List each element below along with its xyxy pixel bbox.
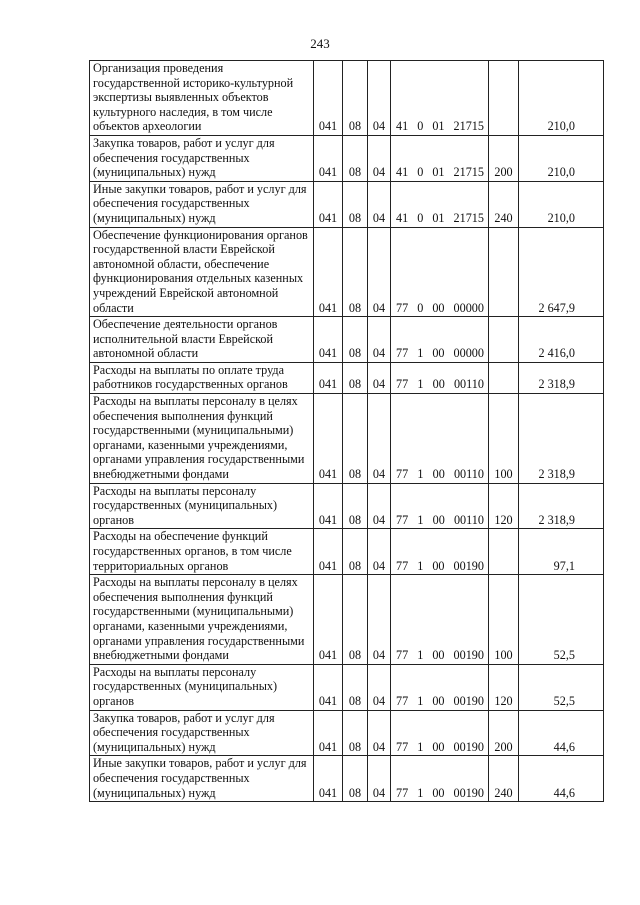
target-article-part: 00 — [432, 346, 445, 361]
subsection-code: 04 — [368, 317, 391, 363]
target-article-parts — [394, 513, 486, 528]
target-article-part: 00110 — [453, 377, 484, 392]
target-article-code — [391, 227, 489, 317]
subsection-code: 04 — [368, 483, 391, 529]
amount: 210,0 — [519, 135, 604, 181]
section-code: 08 — [343, 710, 368, 756]
table-row — [90, 227, 604, 317]
target-article-part: 00 — [432, 739, 445, 754]
admin-code: 041 — [314, 756, 343, 802]
subsection-code: 04 — [368, 756, 391, 802]
expense-type-code — [489, 227, 519, 317]
amount: 210,0 — [519, 181, 604, 227]
target-article-part: 77 — [396, 467, 409, 482]
amount: 2 416,0 — [519, 317, 604, 363]
target-article-code — [391, 483, 489, 529]
admin-code: 041 — [314, 61, 343, 136]
target-article-parts — [394, 301, 486, 316]
amount: 2 318,9 — [519, 394, 604, 484]
target-article-part: 0 — [417, 119, 424, 134]
target-article-part: 00190 — [453, 558, 484, 573]
table-body — [90, 61, 604, 802]
target-article-parts — [394, 165, 486, 180]
target-article-part: 00190 — [453, 785, 484, 800]
target-article-code — [391, 317, 489, 363]
target-article-part: 1 — [417, 693, 424, 708]
expense-type-code — [489, 362, 519, 393]
target-article-code — [391, 362, 489, 393]
target-article-part: 00 — [432, 648, 445, 663]
admin-code: 041 — [314, 362, 343, 393]
amount: 2 318,9 — [519, 483, 604, 529]
target-article-part: 41 — [396, 165, 409, 180]
target-article-parts — [394, 119, 486, 134]
target-article-part: 21715 — [453, 119, 484, 134]
target-article-part: 41 — [396, 210, 409, 225]
row-name: Организация проведения государственной историко-культурной экспертизы выявленных объектов культурного наследия, в том числе объектов археологии — [90, 61, 314, 136]
subsection-code: 04 — [368, 135, 391, 181]
expense-type-code: 240 — [489, 181, 519, 227]
amount: 44,6 — [519, 710, 604, 756]
target-article-parts — [394, 786, 486, 801]
target-article-parts — [394, 467, 486, 482]
section-code: 08 — [343, 394, 368, 484]
target-article-code — [391, 181, 489, 227]
target-article-code — [391, 710, 489, 756]
target-article-part: 1 — [417, 346, 424, 361]
row-name: Расходы на выплаты персоналу в целях обеспечения выполнения функций государственными (муниципальными) органами, казенными учреждениями, органами управления государственными внебюджетными фондами — [90, 575, 314, 665]
amount: 52,5 — [519, 664, 604, 710]
target-article-code — [391, 664, 489, 710]
admin-code: 041 — [314, 227, 343, 317]
budget-table — [89, 60, 604, 802]
subsection-code: 04 — [368, 575, 391, 665]
target-article-parts — [394, 559, 486, 574]
target-article-part: 00 — [432, 300, 445, 315]
row-name: Расходы на обеспечение функций государственных органов, в том числе территориальных органов — [90, 529, 314, 575]
table-row — [90, 394, 604, 484]
admin-code: 041 — [314, 394, 343, 484]
target-article-part: 77 — [396, 377, 409, 392]
admin-code: 041 — [314, 529, 343, 575]
row-name: Иные закупки товаров, работ и услуг для обеспечения государственных (муниципальных) нужд — [90, 756, 314, 802]
section-code: 08 — [343, 362, 368, 393]
target-article-part: 1 — [417, 739, 424, 754]
target-article-parts — [394, 346, 486, 361]
target-article-part: 77 — [396, 785, 409, 800]
target-article-part: 00 — [432, 558, 445, 573]
target-article-code — [391, 575, 489, 665]
expense-type-code: 120 — [489, 664, 519, 710]
section-code: 08 — [343, 483, 368, 529]
target-article-part: 77 — [396, 558, 409, 573]
expense-type-code — [489, 61, 519, 136]
subsection-code: 04 — [368, 394, 391, 484]
admin-code: 041 — [314, 575, 343, 665]
expense-type-code — [489, 317, 519, 363]
target-article-part: 77 — [396, 739, 409, 754]
table-row — [90, 181, 604, 227]
target-article-part: 1 — [417, 558, 424, 573]
target-article-part: 00 — [432, 467, 445, 482]
section-code: 08 — [343, 756, 368, 802]
target-article-part: 21715 — [453, 210, 484, 225]
row-name: Иные закупки товаров, работ и услуг для обеспечения государственных (муниципальных) нужд — [90, 181, 314, 227]
target-article-part: 0 — [417, 165, 424, 180]
table-row — [90, 317, 604, 363]
subsection-code: 04 — [368, 710, 391, 756]
section-code: 08 — [343, 227, 368, 317]
target-article-parts — [394, 377, 486, 392]
expense-type-code: 120 — [489, 483, 519, 529]
target-article-code — [391, 756, 489, 802]
target-article-code — [391, 529, 489, 575]
target-article-part: 1 — [417, 512, 424, 527]
amount: 52,5 — [519, 575, 604, 665]
expense-type-code: 240 — [489, 756, 519, 802]
target-article-part: 77 — [396, 512, 409, 527]
section-code: 08 — [343, 317, 368, 363]
table-row — [90, 664, 604, 710]
subsection-code: 04 — [368, 181, 391, 227]
amount: 210,0 — [519, 61, 604, 136]
subsection-code: 04 — [368, 529, 391, 575]
target-article-parts — [394, 211, 486, 226]
amount: 2 647,9 — [519, 227, 604, 317]
target-article-part: 00190 — [453, 648, 484, 663]
row-name: Закупка товаров, работ и услуг для обеспечения государственных (муниципальных) нужд — [90, 135, 314, 181]
admin-code: 041 — [314, 135, 343, 181]
subsection-code: 04 — [368, 664, 391, 710]
target-article-parts — [394, 648, 486, 663]
amount: 97,1 — [519, 529, 604, 575]
admin-code: 041 — [314, 710, 343, 756]
target-article-part: 1 — [417, 377, 424, 392]
page-number: 243 — [310, 36, 330, 51]
admin-code: 041 — [314, 317, 343, 363]
table-row — [90, 756, 604, 802]
target-article-part: 00110 — [453, 512, 484, 527]
table-row — [90, 575, 604, 665]
table-row — [90, 362, 604, 393]
section-code: 08 — [343, 181, 368, 227]
target-article-part: 01 — [432, 119, 445, 134]
row-name: Расходы на выплаты по оплате труда работников государственных органов — [90, 362, 314, 393]
row-name: Обеспечение деятельности органов исполнительной власти Еврейской автономной области — [90, 317, 314, 363]
target-article-parts — [394, 740, 486, 755]
subsection-code: 04 — [368, 362, 391, 393]
target-article-part: 41 — [396, 119, 409, 134]
target-article-part: 21715 — [453, 165, 484, 180]
amount: 2 318,9 — [519, 362, 604, 393]
target-article-part: 1 — [417, 648, 424, 663]
target-article-part: 77 — [396, 300, 409, 315]
table-row — [90, 483, 604, 529]
target-article-part: 00110 — [453, 467, 484, 482]
target-article-parts — [394, 694, 486, 709]
section-code: 08 — [343, 135, 368, 181]
expense-type-code: 200 — [489, 710, 519, 756]
target-article-part: 00 — [432, 512, 445, 527]
target-article-part: 01 — [432, 165, 445, 180]
target-article-code — [391, 394, 489, 484]
admin-code: 041 — [314, 664, 343, 710]
table-row — [90, 529, 604, 575]
row-name: Расходы на выплаты персоналу государственных (муниципальных) органов — [90, 483, 314, 529]
target-article-code — [391, 135, 489, 181]
target-article-code — [391, 61, 489, 136]
row-name: Расходы на выплаты персоналу государственных (муниципальных) органов — [90, 664, 314, 710]
admin-code: 041 — [314, 181, 343, 227]
target-article-part: 0 — [417, 210, 424, 225]
table-row — [90, 135, 604, 181]
target-article-part: 1 — [417, 785, 424, 800]
table-row — [90, 710, 604, 756]
target-article-part: 00190 — [453, 693, 484, 708]
section-code: 08 — [343, 61, 368, 136]
expense-type-code: 100 — [489, 575, 519, 665]
subsection-code: 04 — [368, 61, 391, 136]
section-code: 08 — [343, 664, 368, 710]
subsection-code: 04 — [368, 227, 391, 317]
target-article-part: 00 — [432, 785, 445, 800]
target-article-part: 00 — [432, 377, 445, 392]
target-article-part: 77 — [396, 693, 409, 708]
target-article-part: 00190 — [453, 739, 484, 754]
target-article-part: 77 — [396, 648, 409, 663]
section-code: 08 — [343, 575, 368, 665]
target-article-part: 77 — [396, 346, 409, 361]
target-article-part: 00000 — [453, 346, 484, 361]
row-name: Обеспечение функционирования органов государственной власти Еврейской автономной области, обеспечение функционирования отдельных казенных учреждений Еврейской автономной области — [90, 227, 314, 317]
table-row — [90, 61, 604, 136]
expense-type-code: 100 — [489, 394, 519, 484]
expense-type-code: 200 — [489, 135, 519, 181]
row-name: Закупка товаров, работ и услуг для обеспечения государственных (муниципальных) нужд — [90, 710, 314, 756]
expense-type-code — [489, 529, 519, 575]
target-article-part: 01 — [432, 210, 445, 225]
target-article-part: 1 — [417, 467, 424, 482]
target-article-part: 00000 — [453, 300, 484, 315]
row-name: Расходы на выплаты персоналу в целях обеспечения выполнения функций государственными (муниципальными) органами, казенными учреждениями, органами управления государственными внебюджетными фондами — [90, 394, 314, 484]
section-code: 08 — [343, 529, 368, 575]
target-article-part: 00 — [432, 693, 445, 708]
target-article-part: 0 — [417, 300, 424, 315]
amount: 44,6 — [519, 756, 604, 802]
admin-code: 041 — [314, 483, 343, 529]
